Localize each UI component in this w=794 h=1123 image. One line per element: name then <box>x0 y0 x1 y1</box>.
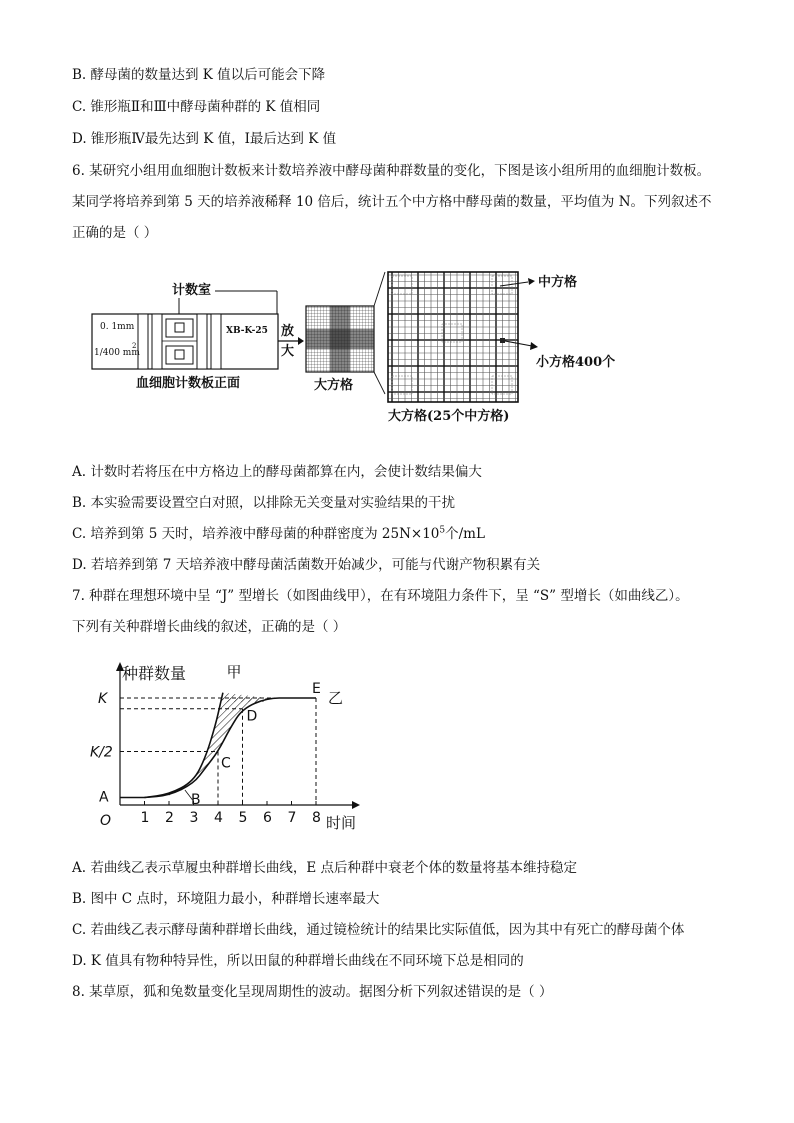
x-axis-label: 时间 <box>326 814 357 832</box>
x-tick-label: 7 <box>287 810 297 826</box>
point-label-b: B <box>191 792 201 808</box>
x-tick-label: 4 <box>214 810 223 826</box>
q8-stem-line1: 8. 某草原，狐和兔数量变化呈现周期性的波动。据图分析下列叙述错误的是（ ） <box>72 984 553 1000</box>
label-counting-chamber: 计数室 <box>172 283 212 298</box>
q7-option-b: B. 图中 C 点时，环境阻力最小，种群增长速率最大 <box>72 891 380 907</box>
q5-option-b: B. 酵母菌的数量达到 K 值以后可能会下降 <box>72 67 326 83</box>
x-tick-label: 1 <box>140 810 150 826</box>
series-label-yi: 乙 <box>328 689 344 707</box>
label-area-sup: 2 <box>132 342 137 350</box>
q7-option-a: A. 若曲线乙表示草履虫种群增长曲线，E 点后种群中衰老个体的数量将基本维持稳定 <box>72 860 577 876</box>
label-medium-grid: 中方格 <box>538 275 578 290</box>
q6-stem-line3: 正确的是（ ） <box>72 225 158 241</box>
q7-option-d: D. K 值具有物种特异性，所以田鼠的种群增长曲线在不同环境下总是相同的 <box>72 953 524 969</box>
x-tick-label: 2 <box>165 810 174 826</box>
label-big-grid: 大方格 <box>314 378 354 393</box>
x-tick-label: 8 <box>312 810 321 826</box>
big-grid-large <box>388 272 518 402</box>
q6-stem-line2: 某同学将培养到第 5 天的培养液稀释 10 倍后，统计五个中方格中酵母菌的数量，平均值为 N。下列叙述不 <box>72 194 712 210</box>
label-area-base: 1/400 mm <box>94 348 140 358</box>
q6-option-d: D. 若培养到第 7 天培养液中酵母菌活菌数开始减少，可能与代谢产物积累有关 <box>72 557 541 573</box>
point-label-c: C <box>221 755 231 772</box>
q7-option-c: C. 若曲线乙表示酵母菌种群增长曲线，通过镜检统计的结果比实际值低，因为其中有死亡的酵母菌个体 <box>72 922 685 938</box>
x-tick-label: 5 <box>238 810 248 826</box>
q5-option-d: D. 锥形瓶Ⅳ最先达到 K 值，Ⅰ最后达到 K 值 <box>72 131 337 147</box>
label-model: XB-K-25 <box>226 326 268 336</box>
q6-option-b: B. 本实验需要设置空白对照，以排除无关变量对实验结果的干扰 <box>72 495 456 511</box>
point-label-d: D <box>246 708 258 725</box>
label-board-front: 血细胞计数板正面 <box>136 376 241 391</box>
label-big-grid-25: 大方格(25个中方格) <box>388 409 510 424</box>
label-magnify-2: 大 <box>281 344 295 359</box>
q7-stem-line1: 7. 种群在理想环境中呈 “J” 型增长（如图曲线甲），在有环境阻力条件下，呈 “S” 型增长（如曲线乙）。 <box>72 588 689 604</box>
series-label-jia: 甲 <box>226 663 242 681</box>
label-magnify-1: 放 <box>281 324 295 339</box>
y-tick-label-k: K <box>98 691 108 707</box>
y-tick-label-k-half: K/2 <box>90 744 113 761</box>
x-axis-arrow <box>352 801 360 809</box>
q7-stem-line2: 下列有关种群增长曲线的叙述，正确的是（ ） <box>72 619 347 635</box>
point-label-a: A <box>99 789 109 806</box>
x-tick-label: 3 <box>189 810 199 826</box>
q6-option-a: A. 计数时若将压在中方格边上的酵母菌都算在内，会使计数结果偏大 <box>72 464 482 480</box>
q6-option-c: C. 培养到第 5 天时，培养液中酵母菌的种群密度为 $25N\times 10^5$个/mL <box>72 525 485 542</box>
hemocytometer-figure <box>80 262 620 442</box>
label-small-grid: 小方格400个 <box>536 355 616 370</box>
y-axis-label: 种群数量 <box>122 664 187 683</box>
label-01mm: 0. 1mm <box>100 322 135 332</box>
x-tick-label: 6 <box>263 810 272 826</box>
point-label-e: E <box>312 681 321 697</box>
q5-option-c: C. 锥形瓶Ⅱ和Ⅲ中酵母菌种群的 K 值相同 <box>72 99 321 115</box>
q6-stem-line1: 6. 某研究小组用血细胞计数板来计数培养液中酵母菌种群数量的变化，下图是该小组所用的血细胞计数板。 <box>72 163 711 179</box>
origin-label: O <box>100 813 112 829</box>
growth-curve-chart <box>90 655 380 840</box>
